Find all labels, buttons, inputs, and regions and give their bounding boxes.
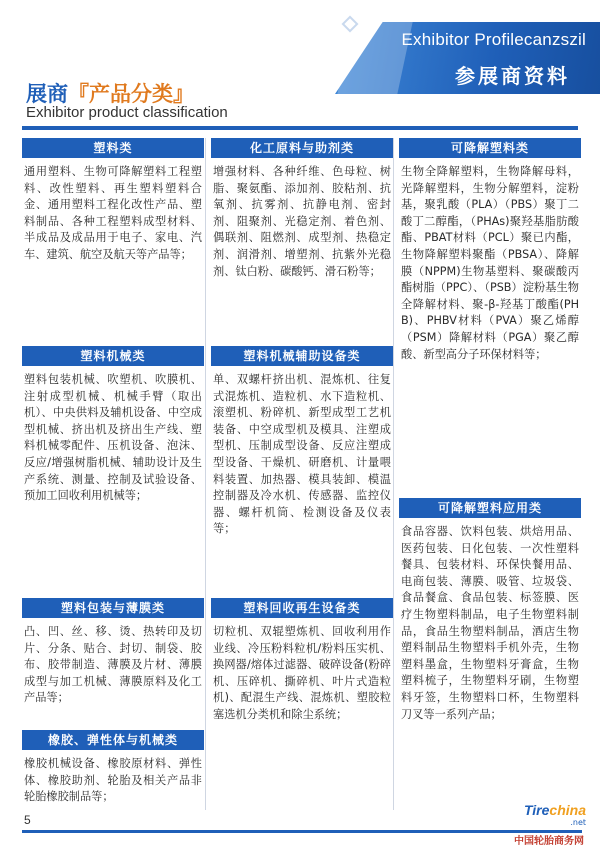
- category-heading: 可降解塑料应用类: [399, 498, 581, 518]
- category-body: 橡胶机械设备、橡胶原材料、弹性体、橡胶助剂、轮胎及相关产品非轮胎橡胶制品等；: [24, 757, 202, 804]
- watermark-logo-part-a: Tire: [523, 802, 550, 818]
- banner-title-en: Exhibitor Profilecanzszil: [401, 30, 586, 49]
- page-number: 5: [24, 813, 31, 827]
- section-subtitle: Exhibitor product classification: [26, 104, 228, 121]
- category-heading: 化工原料与助剂类: [211, 138, 393, 158]
- column-2: [211, 138, 393, 724]
- category-body: 凸、凹、丝、移、烫、热转印及切片、分条、贴合、封切、制袋、胶布、胶带制造、薄膜及片材、薄膜成型与加工机械、薄膜原料及化工产品等；: [24, 625, 202, 705]
- category-body: 通用塑料、生物可降解塑料工程塑料、改性塑料、再生塑料塑料合金、通用塑料工程化改性产品、塑料制品、各种工程塑料成型材料、半成品及成品用于电子、家电、汽车、建筑、航空及航天等产品等；: [24, 165, 202, 261]
- diamond-ornament-icon: [342, 16, 359, 33]
- column-3: [399, 138, 581, 723]
- category-body: 切粒机、双辊塑炼机、回收利用作业线、冷压粉料粒机/粉料压实机、换网器/熔体过滤器、破碎设备(粉碎机、压碎机、撕碎机、叶片式造粒机)、配混生产线、混炼机、塑胶粒塞选机分类机和除尘系统；: [213, 625, 391, 721]
- site-watermark-logo: [524, 802, 586, 827]
- column-divider: [393, 138, 394, 810]
- category-heading: 塑料回收再生设备类: [211, 598, 393, 618]
- section-title-prefix: 展商: [26, 82, 68, 106]
- category-heading: 橡胶、弹性体与机械类: [22, 730, 204, 750]
- category-heading: 塑料类: [22, 138, 204, 158]
- category-body: 食品容器、饮料包装、烘焙用品、医药包装、日化包装、一次性塑料餐具、包装材料、环保快餐用品、电商包装、薄膜、吸管、垃圾袋、食品餐盒、食品包装、标签膜、医疗生物塑料制品，电子生物塑料制品，食品生物塑料制品，酒店生物塑料制品生物塑料手机外壳，生物塑料墨盒，生物塑料牙膏盒，生物塑料梳子，生物塑料牙刷，生物塑料牙签，生物塑料口杯，生物塑料刀叉等一系列产品；: [401, 525, 579, 721]
- top-divider: [22, 126, 578, 130]
- watermark-net: .net: [570, 818, 586, 827]
- category-heading: 塑料包装与薄膜类: [22, 598, 204, 618]
- category-heading: 塑料机械辅助设备类: [211, 346, 393, 366]
- column-divider: [205, 138, 206, 810]
- banner-title-zh: 参展商资料: [455, 64, 570, 88]
- quote-close: 』: [173, 82, 194, 106]
- watermark-logo-part-b: china: [549, 802, 586, 818]
- watermark-site-name: 中国轮胎商务网: [514, 836, 584, 847]
- section-category: 产品分类: [89, 82, 173, 106]
- category-heading: 塑料机械类: [22, 346, 204, 366]
- category-body: 生物全降解塑料，生物降解母料，光降解塑料，生物分解塑料，淀粉基，聚乳酸（PLA）（PBS）聚丁二酸丁二醇酯，（PHAs)聚羟基脂肪酸酯、PBAT材料（PCL）聚已内酯，生物降解塑料聚酯（PBSA）、降解膜（NPPM)生物基塑料、聚碳酸丙酯树脂（PPC）、（PSB）淀粉基生物全降解材料、聚-β-羟基丁酸酯(PHB)、PHBV材料（PVA）聚乙烯醇（PSM）降解材料（PGA）聚乙醇酸、新型高分子环保材料等；: [401, 165, 579, 361]
- footer-divider: [22, 830, 582, 833]
- quote-open: 『: [68, 82, 89, 106]
- category-body: 单、双螺杆挤出机、混炼机、往复式混炼机、造粒机、水下造粒机、滚塑机、粉碎机、新型成型工艺机装备、中空成型机及模具、注塑成型机、压制成型设备、反应注塑成型设备、干燥机、研磨机、计量喂料装置、加热器、模具装卸、模温控制器及冷水机、传感器、监控仪器、螺杆机筒、检测设备及仪表等；: [213, 373, 391, 536]
- category-heading: 可降解塑料类: [399, 138, 581, 158]
- category-body: 增强材料、各种纤维、色母粒、树脂、聚氨酯、添加剂、胶粘剂、抗氧剂、抗雾剂、抗静电剂、密封剂、阻聚剂、光稳定剂、着色剂、偶联剂、阻燃剂、成型剂、热稳定剂、润滑剂、增塑剂、抗紫外光稳剂、钛白粉、碳酸钙、滑石粉等；: [213, 165, 391, 278]
- category-body: 塑料包装机械、吹塑机、吹膜机、注射成型机械、机械手臂（取出机）、中央供料及辅机设备、中空成型机械、挤出机及挤出生产线、塑料机械零配件、压机设备、泡沫、反应/增强树脂机械、辅助设计及生产系统、测量、控制及试验设备、预加工回收利用机械等；: [24, 373, 202, 503]
- column-1: [22, 138, 204, 806]
